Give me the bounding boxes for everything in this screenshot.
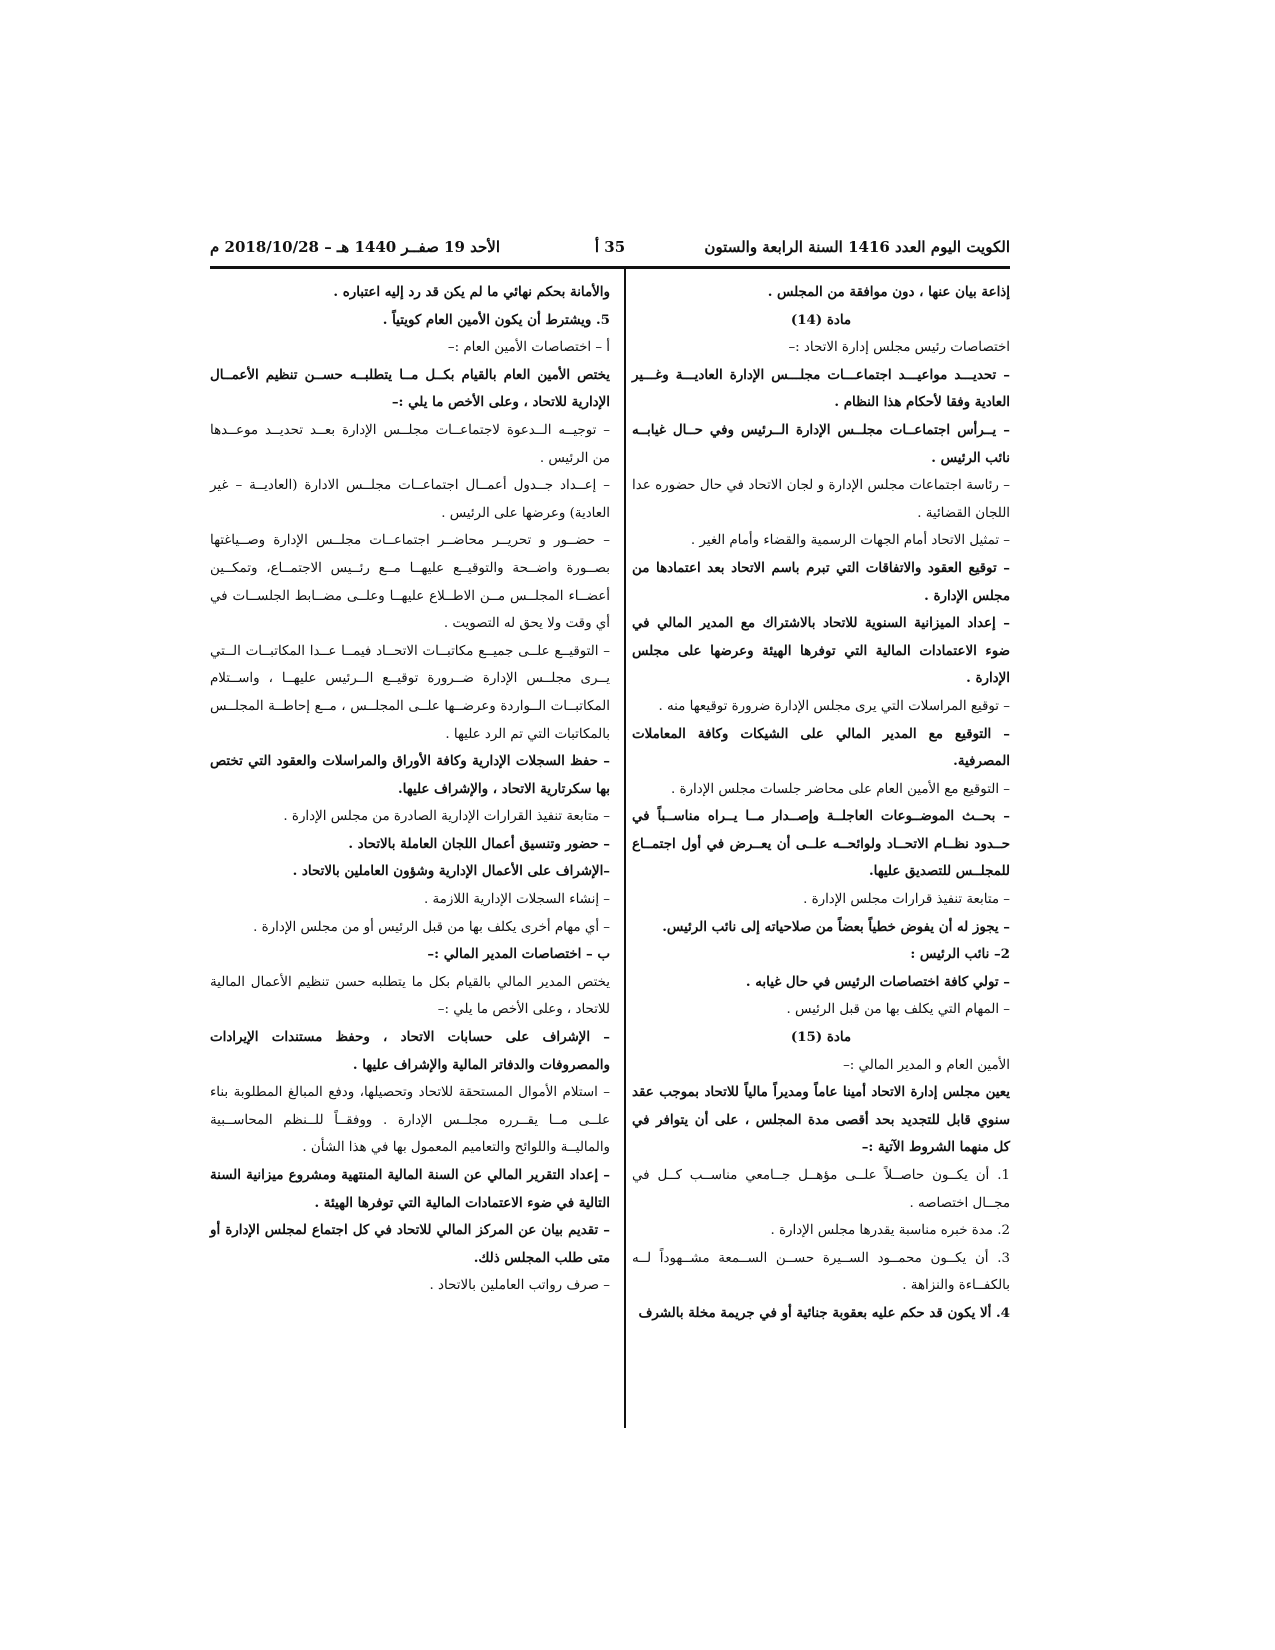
- paragraph: 2. مدة خبره مناسبة يقدرها مجلس الإدارة .: [770, 1223, 1010, 1239]
- paragraph: – أي مهام أخرى يكلف بها من قبل الرئيس أو من مجلس الإدارة .: [253, 919, 610, 935]
- paragraph: – حفظ السجلات الإدارية وكافة الأوراق والمراسلات والعقود التي تختص بها سكرتارية الاتحاد ، والإشراف عليها.: [210, 753, 610, 797]
- paragraph: والأمانة بحكم نهائي ما لم يكن قد رد إليه اعتباره .: [333, 284, 610, 300]
- paragraph: الأمين العام و المدير المالي :–: [843, 1057, 1010, 1073]
- paragraph: – توقيع المراسلات التي يرى مجلس الإدارة ضرورة توقيعها منه .: [658, 698, 1010, 714]
- paragraph: – متابعة تنفيذ قرارات مجلس الإدارة .: [803, 892, 1010, 908]
- paragraph: – إعــداد جــدول أعمــال اجتماعــات مجلــس الادارة (العاديــة – غير العادية) وعرضها على الرئيس .: [210, 478, 610, 521]
- left-column: [210, 279, 610, 1300]
- paragraph: 3. أن يكــون محمــود الســيرة حســن الســمعة مشــهوداً لــه بالكفــاءة والنزاهة .: [632, 1250, 1010, 1294]
- paragraph: اختصاصات رئيس مجلس إدارة الاتحاد :–: [788, 340, 1010, 356]
- header-page-number: 35 أ: [594, 238, 626, 256]
- paragraph: – التوقيــع علــى جميــع مكاتبــات الاتحــاد فيمــا عــدا المكاتبــات الــتي يــرى مجلــس الإدارة ضــرورة توقيــع الــرئيس عليهــا ، واســتلام المكاتبــات الــواردة وعرضــها علــى المجلــس ، مــع إحاطــة المجلــس بالمكاتبات التي تم الرد عليها .: [210, 643, 610, 742]
- paragraph: – تقديم بيان عن المركز المالي للاتحاد في كل اجتماع لمجلس الإدارة أو متى طلب المجلس ذلك.: [210, 1222, 610, 1266]
- right-column: [632, 279, 1010, 1328]
- paragraph: – يجوز له أن يفوض خطياً بعضاً من صلاحياته إلى نائب الرئيس.: [662, 918, 1010, 935]
- paragraph: ب – اختصاصات المدير المالي :–: [427, 946, 610, 963]
- paragraph: إذاعة بيان عنها ، دون موافقة من المجلس .: [767, 284, 1010, 300]
- paragraph: – تولي كافة اختصاصات الرئيس في حال غيابه .: [745, 973, 1010, 990]
- paragraph: –الإشراف على الأعمال الإدارية وشؤون العاملين بالاتحاد .: [292, 863, 610, 880]
- paragraph: – توقيع العقود والاتفاقات التي تبرم باسم الاتحاد بعد اعتمادها من مجلس الإدارة .: [632, 559, 1010, 604]
- paragraph: – بحــث الموضــوعات العاجلــة وإصــدار مــا يــراه مناســباً في حــدود نظــام الاتحــاد ولوائحــه علــى أن يعــرض في أول اجتمــاع للمجلــس للتصديق عليها.: [632, 808, 1010, 880]
- paragraph: 4. ألا يكون قد حكم عليه بعقوبة جنائية أو في جريمة مخلة بالشرف: [638, 1304, 1010, 1321]
- paragraph: 5. ويشترط أن يكون الأمين العام كويتياً .: [382, 311, 610, 328]
- paragraph: يختص المدير المالي بالقيام بكل ما يتطلبه حسن تنظيم الأعمال المالية للاتحاد ، وعلى الأخص ما يلي :–: [210, 974, 610, 1018]
- header-date: الأحد 19 صفــر 1440 هـ – 2018/10/28 م: [210, 238, 501, 256]
- paragraph: أ – اختصاصات الأمين العام :–: [447, 340, 610, 356]
- paragraph: – التوقيع مع المدير المالي على الشيكات وكافة المعاملات المصرفية.: [632, 725, 1010, 770]
- header-issue-info: الكويت اليوم العدد 1416 السنة الرابعة والستون: [704, 238, 1010, 256]
- paragraph: 2– نائب الرئيس :: [910, 946, 1010, 963]
- paragraph: – التوقيع مع الأمين العام على محاضر جلسات مجلس الإدارة .: [671, 781, 1010, 797]
- paragraph: – تمثيل الاتحاد أمام الجهات الرسمية والقضاء وأمام الغير .: [690, 533, 1010, 549]
- paragraph: – حضور وتنسيق أعمال اللجان العاملة بالاتحاد .: [348, 835, 610, 852]
- paragraph: – إعداد الميزانية السنوية للاتحاد بالاشتراك مع المدير المالي في ضوء الاعتمادات المالية التي توفرها الهيئة وعرضها على مجلس الإدارة .: [632, 615, 1010, 687]
- paragraph: – المهام التي يكلف بها من قبل الرئيس .: [786, 1002, 1010, 1018]
- paragraph: يختص الأمين العام بالقيام بكــل مــا يتطلبــه حســن تنظيم الأعمــال الإدارية للاتحاد ، وعلى الأخص ما يلي :–: [210, 366, 610, 411]
- paragraph: – تحديـــد مواعيـــد اجتماعـــات مجلـــس الإدارة العاديـــة وغـــير العادية وفقا لأحكام هذا النظام .: [632, 366, 1010, 411]
- paragraph: – الإشراف على حسابات الاتحاد ، وحفظ مستندات الإيرادات والمصروفات والدفاتر المالية والإشراف عليها .: [210, 1029, 610, 1073]
- paragraph: – حضــور و تحريــر محاضــر اجتماعــات مجلــس الإدارة وصــياغتها بصــورة واضــحة والتوقيــع عليهــا مــع رئــيس الاجتمــاع، وتمكــين أعضــاء المجلــس مــن الاطــلاع عليهــا وعلــى مضــابط الجلســات في أي وقت ولا يحق له التصويت .: [210, 533, 610, 632]
- paragraph: 1. أن يكــون حاصــلاً علــى مؤهــل جــامعي مناســب كــل في مجــال اختصاصه .: [632, 1168, 1010, 1211]
- header-rule: [210, 266, 1010, 269]
- gazette-header: [210, 238, 1010, 264]
- paragraph: – متابعة تنفيذ القرارات الإدارية الصادرة من مجلس الإدارة .: [283, 809, 610, 825]
- paragraph: – إنشاء السجلات الإدارية اللازمة .: [423, 892, 610, 908]
- paragraph: – رئاسة اجتماعات مجلس الإدارة و لجان الاتحاد في حال حضوره عدا اللجان القضائية .: [632, 478, 1010, 521]
- paragraph: – استلام الأموال المستحقة للاتحاد وتحصيلها، ودفع المبالغ المطلوبة بناء علــى مــا يقــرره مجلــس الإدارة . ووفقــاً للــنظم المحاســبية والماليــة واللوائح والتعاميم المعمول بها في هذا الشأن .: [210, 1085, 610, 1156]
- paragraph: يعين مجلس إدارة الاتحاد أمينا عاماً ومديراً مالياً للاتحاد بموجب عقد سنوي قابل للتجديد بحد أقصى مدة المجلس ، على أن يتوافر في كل منهما الشروط الآتية :–: [632, 1084, 1010, 1156]
- paragraph: – إعداد التقرير المالي عن السنة المالية المنتهية ومشروع ميزانية السنة التالية في ضوء الاعتمادات المالية التي توفرها الهيئة .: [210, 1167, 610, 1211]
- column-divider: [624, 269, 626, 1428]
- paragraph: مادة (15): [790, 1029, 852, 1046]
- paragraph: – توجيــه الــدعوة لاجتماعــات مجلــس الإدارة بعــد تحديــد موعــدها من الرئيس .: [210, 422, 610, 466]
- paragraph: – يــرأس اجتماعــات مجلــس الإدارة الــرئيس وفي حــال غيابــه نائب الرئيس .: [632, 421, 1010, 466]
- paragraph: مادة (14): [790, 311, 852, 328]
- paragraph: – صرف رواتب العاملين بالاتحاد .: [429, 1278, 610, 1294]
